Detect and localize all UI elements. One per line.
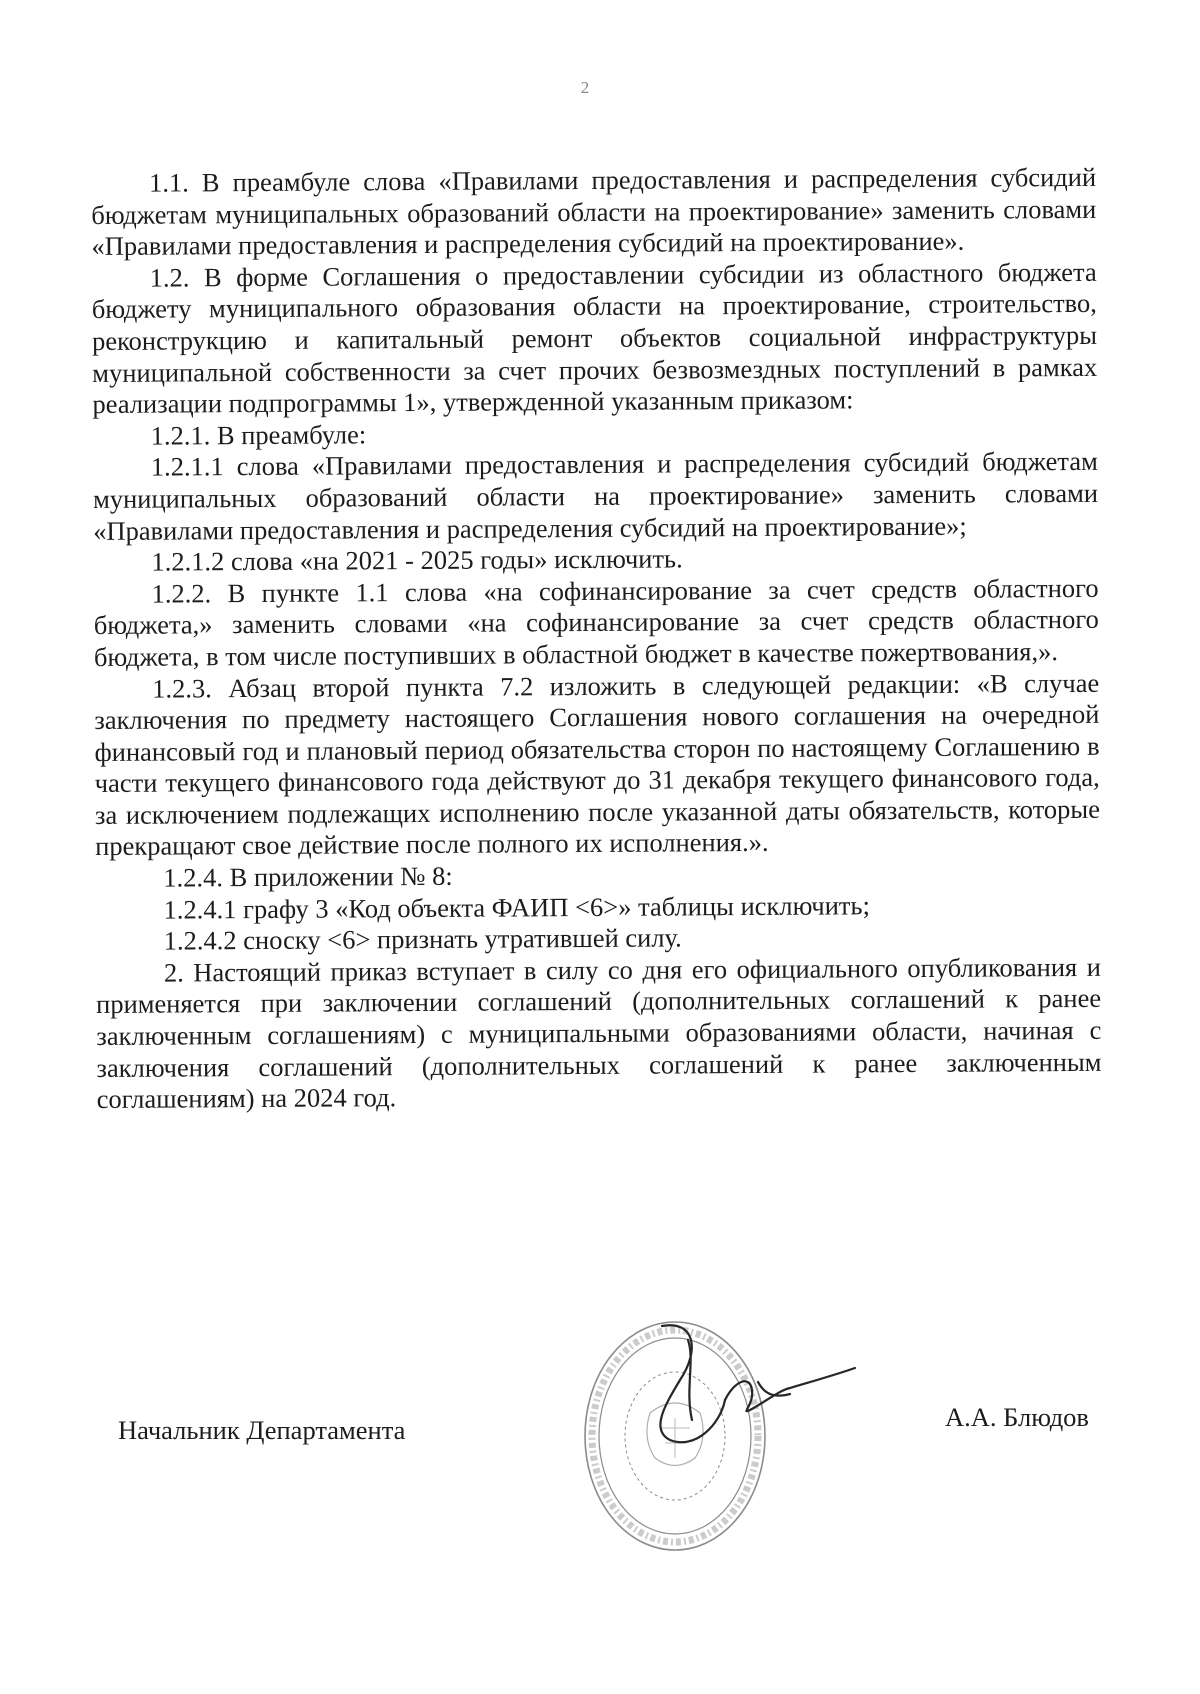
paragraph-1-2-4-2: 1.2.4.2 сноску <6> признать утратившей силу. (163, 922, 682, 956)
paragraph-2: 2. Настоящий приказ вступает в силу со дня его официального опубликования и применяется при заключении соглашений (дополнительных соглашений к ранее заключенным соглашениям) с муниципальными образованиями области, начиная с заключения соглашений (дополнительных соглашений к ранее заключенным соглашениям) на 2024 год. (96, 951, 1102, 1115)
paragraph-1-2-1: 1.2.1. В преамбуле: (150, 419, 367, 451)
signatory-name: А.А. Блюдов (945, 1402, 1089, 1432)
paragraph-1-2-4: 1.2.4. В приложении № 8: (163, 860, 453, 893)
paragraph-1-2-3: 1.2.3. Абзац второй пункта 7.2 изложить в следующей редакции: «В случае заключения по предмету настоящего Соглашения нового соглашения на очередной финансовый год и плановый период обязательства сторон по настоящему Соглашению в части текущего финансового года действуют до 31 декабря текущего финансового года, за исключением подлежащих исполнению после указанной даты обязательств, которые прекращают свое действие после полного их исполнения.». (94, 667, 1101, 862)
paragraph-1-2-1-2: 1.2.1.2 слова «на 2021 - 2025 годы» исключить. (151, 543, 683, 577)
document-body (91, 162, 1102, 1116)
paragraph-1-2-1-1: 1.2.1.1 слова «Правилами предоставления и распределения субсидий бюджетам муниципальных образований области на проектирование» заменить словами «Правилами предоставления и распределения субсидий на проектирование»; (92, 446, 1099, 546)
paragraph-1-2-4-1: 1.2.4.1 графу 3 «Код объекта ФАИП <6>» таблицы исключить; (163, 889, 870, 925)
page-number: 2 (580, 78, 590, 97)
paragraph-1-2: 1.2. В форме Соглашения о предоставлении субсидии из областного бюджета бюджету муниципального образования области на проектирование, строительство, реконструкцию и капитальный ремонт объектов социальной инфраструктуры муниципальной собственности за счет прочих безвозмездных поступлений в рамках реализации подпрограммы 1», утвержденной указанным приказом: (91, 256, 1098, 420)
handwritten-signature (640, 1320, 870, 1460)
signatory-title: Начальник Департамента (118, 1415, 406, 1445)
paragraph-1-2-2: 1.2.2. В пункте 1.1 слова «на софинансирование за счет средств областного бюджета,» заменить словами «на софинансирование за счет средств областного бюджета, в том числе поступивших в областной бюджет в качестве пожертвования,». (93, 572, 1099, 672)
paragraph-1-1: 1.1. В преамбуле слова «Правилами предоставления и распределения субсидий бюджетам муниципальных образований области на проектирование» заменить словами «Правилами предоставления и распределения субсидий на проектирование». (91, 161, 1097, 262)
